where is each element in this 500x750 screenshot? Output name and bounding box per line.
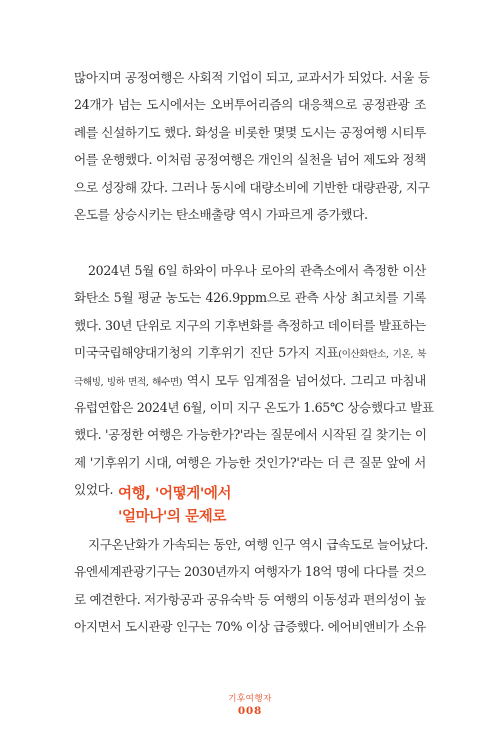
text-line: 아지면서 도시관광 인구는 70% 이상 급증했다. 에어비앤비가 소유 [74, 619, 426, 635]
text-line [74, 339, 426, 366]
text-line: 했다. '공정한 여행은 가능한가?'라는 질문에서 시작된 길 찾기는 이 [74, 427, 427, 443]
text-line: 많아지며 공정여행은 사회적 기업이 되고, 교과서가 되었다. 서울 등 [74, 70, 430, 85]
text-line: 2024년 5월 6일 하와이 마우나 로아의 관측소에서 측정한 이산 [88, 263, 426, 278]
text-line: 화탄소 5월 평균 농도는 426.9ppm으로 관측 사상 최고치를 기록 [74, 290, 426, 306]
text-line-main: 미국국립해양대기청의 기후위기 진단 5가지 지표 [74, 345, 339, 361]
parenthetical-note-continued: 극해빙, 빙하 면적, 해수면) [74, 376, 183, 388]
heading-line: '얼마나'의 문제로 [118, 509, 226, 525]
text-line: 온도를 상승시키는 탄소배출량 역시 가파르게 증가했다. [74, 206, 368, 222]
heading-line: 여행, '어떻게'에서 [118, 486, 232, 502]
text-line: 제 '기후위기 시대, 여행은 가능한 것인가?'라는 더 큰 질문 앞에 서 [74, 454, 426, 470]
text-line: 있었다. [74, 482, 114, 498]
paragraph-2 [74, 257, 434, 504]
text-line: 유엔세계관광기구는 2030년까지 여행자가 18억 명에 다다를 것으 [74, 564, 426, 580]
text-line: 24개가 넘는 도시에서는 오버투어리즘의 대응책으로 공정관광 조 [74, 97, 426, 113]
text-line: 례를 신설하기도 했다. 화성을 비롯한 몇몇 도시는 공정여행 시티투 [74, 124, 426, 140]
section-heading [118, 483, 418, 529]
text-line: 어를 운행했다. 이처럼 공정여행은 개인의 실천을 넘어 제도와 정책 [74, 152, 426, 168]
paragraph-1 [74, 64, 430, 228]
text-line-rest: 역시 모두 임계점을 넘어섰다. 그리고 마침내 [182, 372, 426, 388]
parenthetical-note: (이산화탄소, 기온, 북 [338, 349, 426, 361]
text-line: 로 예견한다. 저가항공과 공유숙박 등 여행의 이동성과 편의성이 높 [74, 591, 426, 607]
text-line: 지구온난화가 가속되는 동안, 여행 인구 역시 급속도로 늘어났다. [88, 537, 429, 552]
text-line: 유럽연합은 2024년 6월, 이미 지구 온도가 1.65℃ 상승했다고 발표 [74, 399, 434, 415]
running-footer-title: 기후여행자 [228, 694, 272, 704]
text-line: 했다. 30년 단위로 지구의 기후변화를 측정하고 데이터를 발표하는 [74, 317, 426, 333]
text-line [74, 367, 426, 394]
page-number: 008 [237, 705, 263, 717]
paragraph-3 [74, 531, 429, 641]
text-line: 으로 성장해 갔다. 그러나 동시에 대량소비에 기반한 대량관광, 지구 [74, 179, 430, 195]
